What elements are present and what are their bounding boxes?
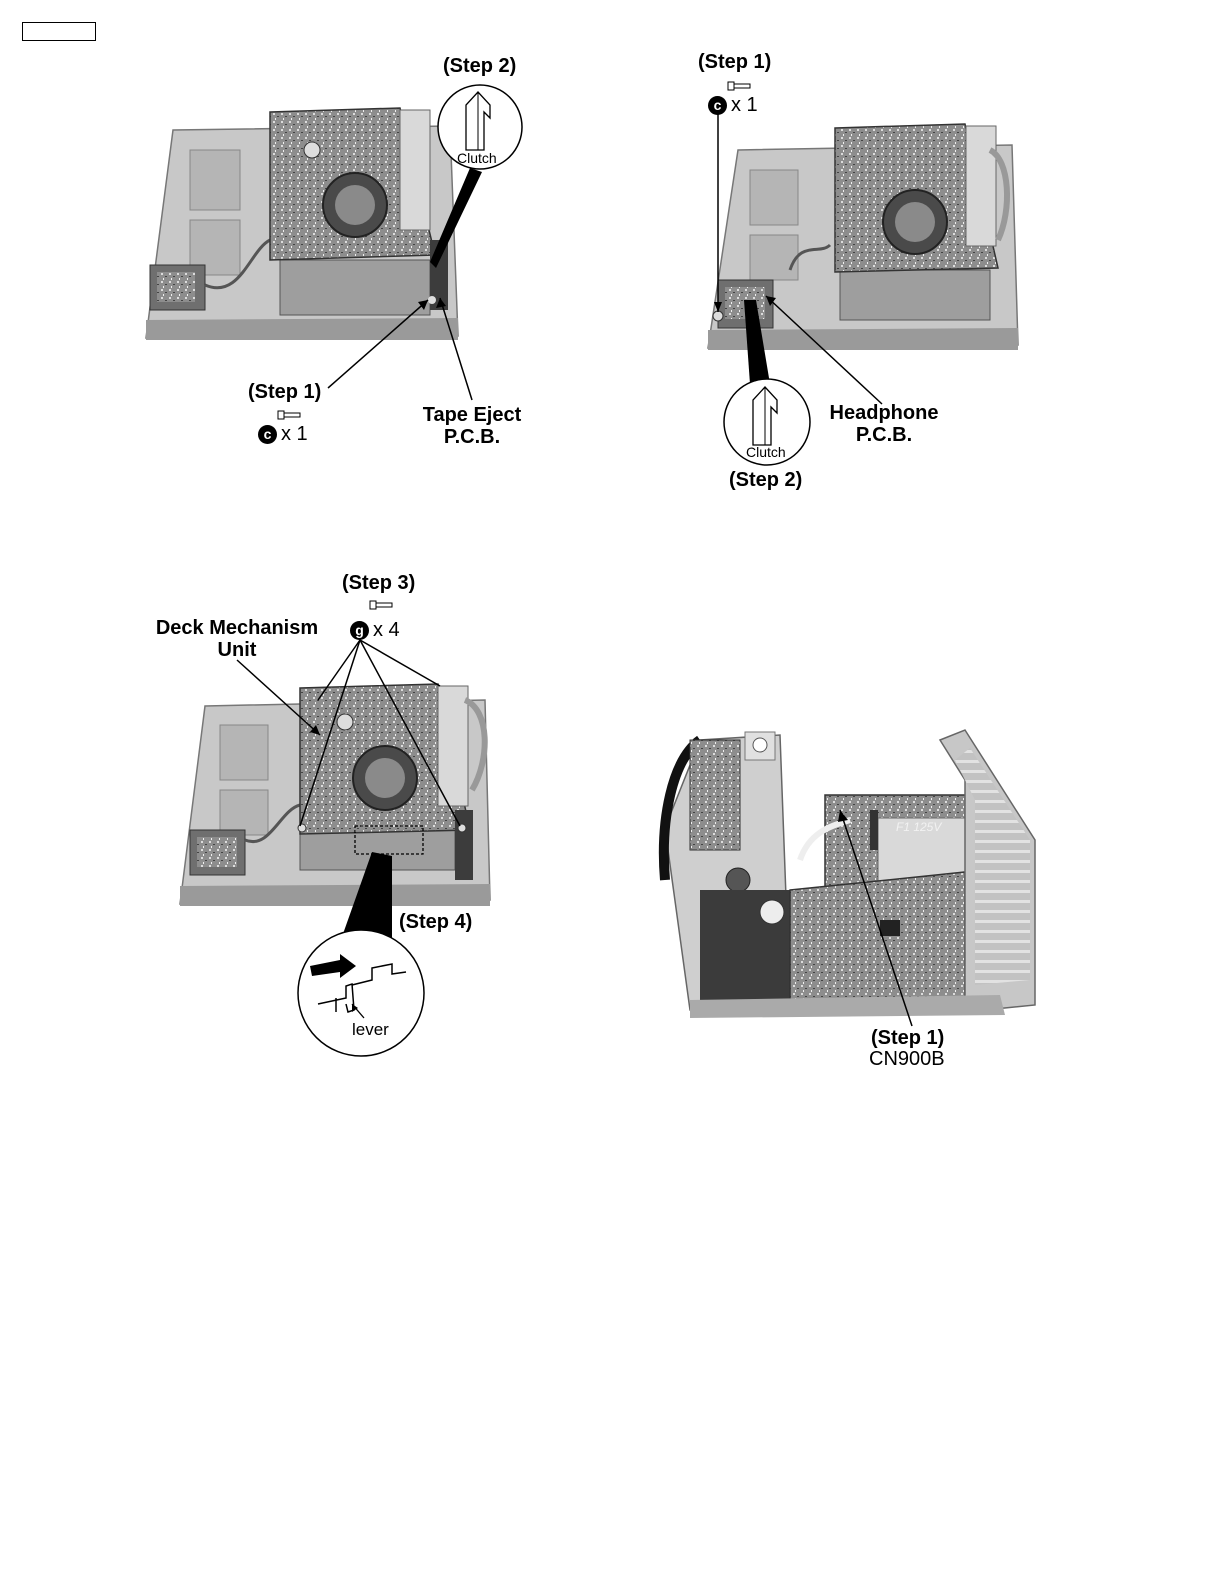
fig2-part-line1: Headphone [829, 402, 939, 424]
fig4-board-marking: F1 125V [896, 820, 942, 834]
fig2-step2-label: (Step 2) [729, 469, 803, 491]
fig1-screw-badge: c [258, 425, 277, 444]
fig2-screw-count [708, 94, 758, 117]
fig1-screw-qty: x 1 [281, 423, 308, 445]
fig1-step2-label: (Step 2) [443, 55, 517, 77]
fig3-part-line2: Unit [217, 639, 257, 661]
fig3-step3-label: (Step 3) [342, 572, 416, 594]
fig4-step1-label: (Step 1) [871, 1027, 945, 1049]
fig3-screw-qty: x 4 [373, 619, 400, 641]
fig1-screw-icon [278, 411, 300, 419]
fig4-connector-label: CN900B [869, 1048, 945, 1070]
fig2-screw-icon [728, 82, 750, 90]
fig1-screw-count [258, 423, 308, 446]
fig4-unit-photo [664, 730, 1035, 1018]
fig1-part-label [412, 404, 532, 448]
fig1-step1-label: (Step 1) [248, 381, 322, 403]
fig1-deck-photo [146, 108, 458, 340]
fig3-part-line1: Deck Mechanism [155, 617, 319, 639]
fig3-step4-label: (Step 4) [399, 911, 473, 933]
fig3-screw-badge: g [350, 621, 369, 640]
fig3-screw-icon [370, 601, 392, 609]
fig2-clutch-label: Clutch [746, 444, 786, 460]
fig1-part-line2: P.C.B. [443, 426, 501, 448]
fig3-lever-label: lever [352, 1020, 389, 1039]
fig2-screw-badge: c [708, 96, 727, 115]
fig2-step1-label: (Step 1) [698, 51, 772, 73]
fig3-screw-count [350, 619, 400, 642]
fig1-clutch-label: Clutch [457, 150, 497, 166]
fig2-screw-qty: x 1 [731, 94, 758, 116]
fig3-part-label [148, 617, 326, 661]
fig2-part-line2: P.C.B. [855, 424, 913, 446]
fig2-part-label [822, 402, 946, 446]
fig1-part-line1: Tape Eject [422, 404, 522, 426]
